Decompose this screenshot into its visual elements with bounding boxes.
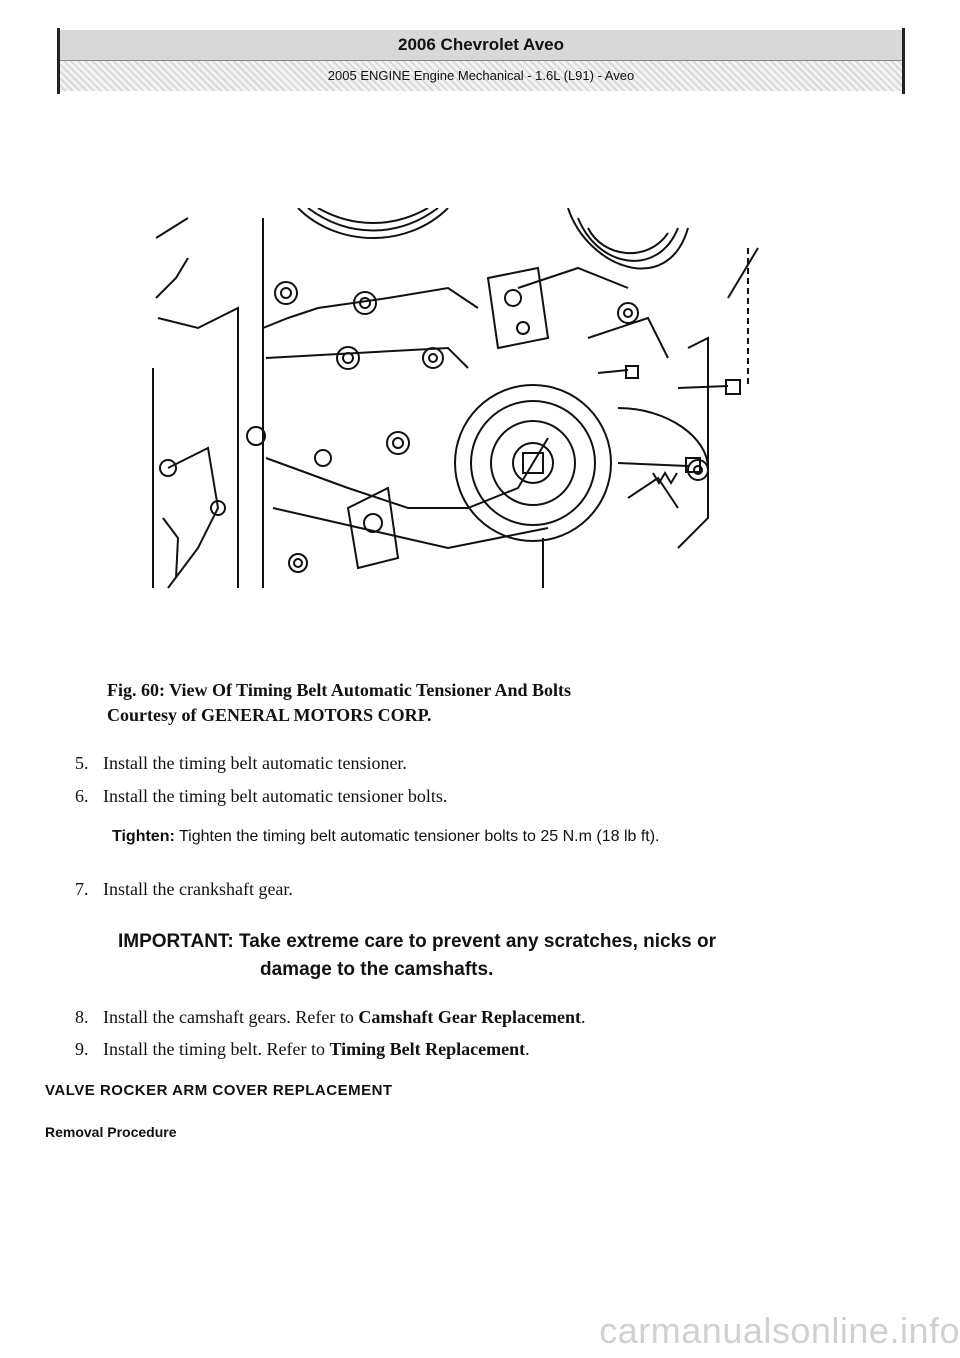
step-suffix: . bbox=[581, 1007, 586, 1027]
watermark-text: carmanualsonline.info bbox=[599, 1310, 960, 1351]
step-5 bbox=[75, 752, 407, 774]
tensioner-illustration bbox=[148, 208, 760, 598]
step-7 bbox=[75, 878, 293, 900]
caption-title: Fig. 60: View Of Timing Belt Automatic Tensioner And Bolts bbox=[107, 680, 572, 700]
step-text: Install the crankshaft gear. bbox=[103, 879, 293, 899]
caption-credit: Courtesy of GENERAL MOTORS CORP. bbox=[107, 705, 432, 725]
important-note bbox=[118, 928, 858, 984]
important-line1: Take extreme care to prevent any scratches, nicks or bbox=[233, 931, 717, 952]
camshaft-gear-link[interactable]: Camshaft Gear Replacement bbox=[358, 1007, 582, 1027]
step-suffix: . bbox=[525, 1039, 530, 1059]
header-title: 2006 Chevrolet Aveo bbox=[60, 30, 902, 61]
step-8 bbox=[75, 1006, 586, 1028]
section-title: VALVE ROCKER ARM COVER REPLACEMENT bbox=[45, 1082, 393, 1099]
header-subtitle: 2005 ENGINE Engine Mechanical - 1.6L (L91) - Aveo bbox=[60, 61, 902, 91]
step-number: 8. bbox=[75, 1007, 89, 1027]
figure-caption bbox=[107, 678, 571, 728]
important-label: IMPORTANT: bbox=[118, 931, 234, 952]
tighten-text: Tighten the timing belt automatic tensioner bolts to 25 N.m (18 lb ft). bbox=[174, 828, 660, 845]
step-number: 5. bbox=[75, 753, 89, 773]
step-text: Install the timing belt automatic tensioner bolts. bbox=[103, 786, 448, 806]
tighten-spec bbox=[112, 828, 660, 846]
step-text: Install the camshaft gears. Refer to bbox=[103, 1007, 359, 1027]
step-text: Install the timing belt automatic tensioner. bbox=[103, 753, 407, 773]
step-number: 6. bbox=[75, 786, 89, 806]
step-text: Install the timing belt. Refer to bbox=[103, 1039, 330, 1059]
page-header bbox=[57, 28, 905, 94]
section-subtitle: Removal Procedure bbox=[45, 1124, 177, 1140]
step-9 bbox=[75, 1038, 530, 1060]
step-number: 9. bbox=[75, 1039, 89, 1059]
step-6 bbox=[75, 785, 447, 807]
tighten-label: Tighten: bbox=[112, 828, 175, 845]
timing-belt-link[interactable]: Timing Belt Replacement bbox=[329, 1039, 526, 1059]
step-number: 7. bbox=[75, 879, 89, 899]
important-line2: damage to the camshafts. bbox=[260, 959, 494, 980]
